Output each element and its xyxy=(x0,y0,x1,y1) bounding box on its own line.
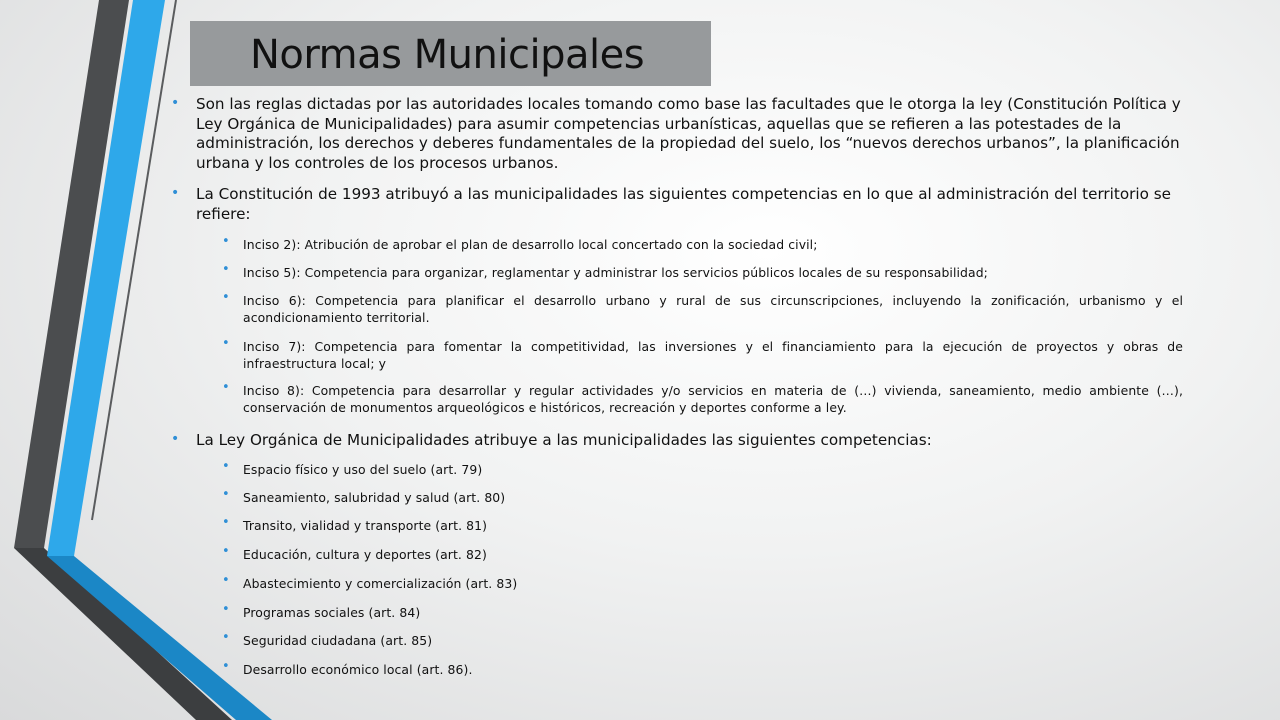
bullet-dot: • xyxy=(222,262,230,277)
sub-bullet-2-1 xyxy=(222,234,1183,254)
sub-bullet-text: Inciso 6): Competencia para planificar el desarrollo urbano y rural de sus circunscripciones, incluyendo la zonificación, urbanismo y el acondicionamiento territorial. xyxy=(243,293,1183,325)
sub-bullet-text: Inciso 7): Competencia para fomentar la competitividad, las inversiones y el financiamiento para la ejecución de proyectos y obras de infraestructura local; y xyxy=(243,339,1183,371)
sub-bullet-text: Saneamiento, salubridad y salud (art. 80) xyxy=(243,490,506,505)
bullet-dot: • xyxy=(222,544,230,559)
sub-bullet-3-8 xyxy=(222,659,1183,679)
bullet-2-text: La Constitución de 1993 atribuyó a las municipalidades las siguientes competencias en lo que al administración del territorio se refiere: xyxy=(196,185,1171,223)
sub-bullet-text: Programas sociales (art. 84) xyxy=(243,605,421,620)
bullet-3-text: La Ley Orgánica de Municipalidades atribuye a las municipalidades las siguientes competencias: xyxy=(196,431,932,449)
bullet-dot: • xyxy=(171,185,180,201)
sub-bullet-2-2 xyxy=(222,262,1183,282)
sub-bullet-text: Desarrollo económico local (art. 86). xyxy=(243,662,473,677)
sub-bullet-3-2 xyxy=(222,487,1183,507)
bullet-dot: • xyxy=(222,336,230,351)
bullet-2 xyxy=(171,185,1196,224)
bullet-dot: • xyxy=(222,380,230,395)
sub-bullet-3-4 xyxy=(222,544,1183,564)
sub-bullet-text: Inciso 2): Atribución de aprobar el plan de desarrollo local concertado con la sociedad civil; xyxy=(243,237,818,252)
bullet-dot: • xyxy=(222,602,230,617)
bullet-dot: • xyxy=(222,290,230,305)
sub-bullet-2-5 xyxy=(222,380,1183,416)
bullet-dot: • xyxy=(222,630,230,645)
bullet-dot: • xyxy=(171,95,180,111)
bullet-dot: • xyxy=(171,431,180,447)
bullet-1 xyxy=(171,95,1196,173)
bullet-dot: • xyxy=(222,234,230,249)
bullet-dot: • xyxy=(222,459,230,474)
sub-bullet-3-3 xyxy=(222,515,1183,535)
sub-bullet-3-1 xyxy=(222,459,1183,479)
sub-bullet-text: Transito, vialidad y transporte (art. 81) xyxy=(243,518,488,533)
bullet-dot: • xyxy=(222,573,230,588)
bullet-dot: • xyxy=(222,487,230,502)
sub-bullet-text: Inciso 8): Competencia para desarrollar y regular actividades y/o servicios en materia de (…) vivienda, saneamiento, medio ambiente (…), conservación de monumentos arqueológicos e históricos, recreación y deportes conforme a ley. xyxy=(243,383,1183,415)
sub-bullet-text: Educación, cultura y deportes (art. 82) xyxy=(243,547,487,562)
bullet-1-text: Son las reglas dictadas por las autoridades locales tomando como base las facultades que le otorga la ley (Constitución Política y Ley Orgánica de Municipalidades) para asumir competencias urbanísticas, aquellas que se refieren a las potestades de la administración, los derechos y deberes fundamentales de la propiedad del suelo, los “nuevos derechos urbanos”, la planificación urbana y los controles de los procesos urbanos. xyxy=(196,95,1181,172)
sub-bullet-3-6 xyxy=(222,602,1183,622)
sub-bullet-text: Espacio físico y uso del suelo (art. 79) xyxy=(243,462,483,477)
sub-bullet-2-4 xyxy=(222,336,1183,372)
sub-bullet-text: Inciso 5): Competencia para organizar, reglamentar y administrar los servicios públicos locales de su responsabilidad; xyxy=(243,265,988,280)
bullet-3 xyxy=(171,431,1196,451)
bullet-dot: • xyxy=(222,659,230,674)
sub-bullet-3-7 xyxy=(222,630,1183,650)
sub-bullet-3-5 xyxy=(222,573,1183,593)
sub-bullet-2-3 xyxy=(222,290,1183,326)
sub-bullet-text: Abastecimiento y comercialización (art. 83) xyxy=(243,576,518,591)
bullet-dot: • xyxy=(222,515,230,530)
sub-bullet-text: Seguridad ciudadana (art. 85) xyxy=(243,633,433,648)
slide-title: Normas Municipales xyxy=(250,32,645,78)
